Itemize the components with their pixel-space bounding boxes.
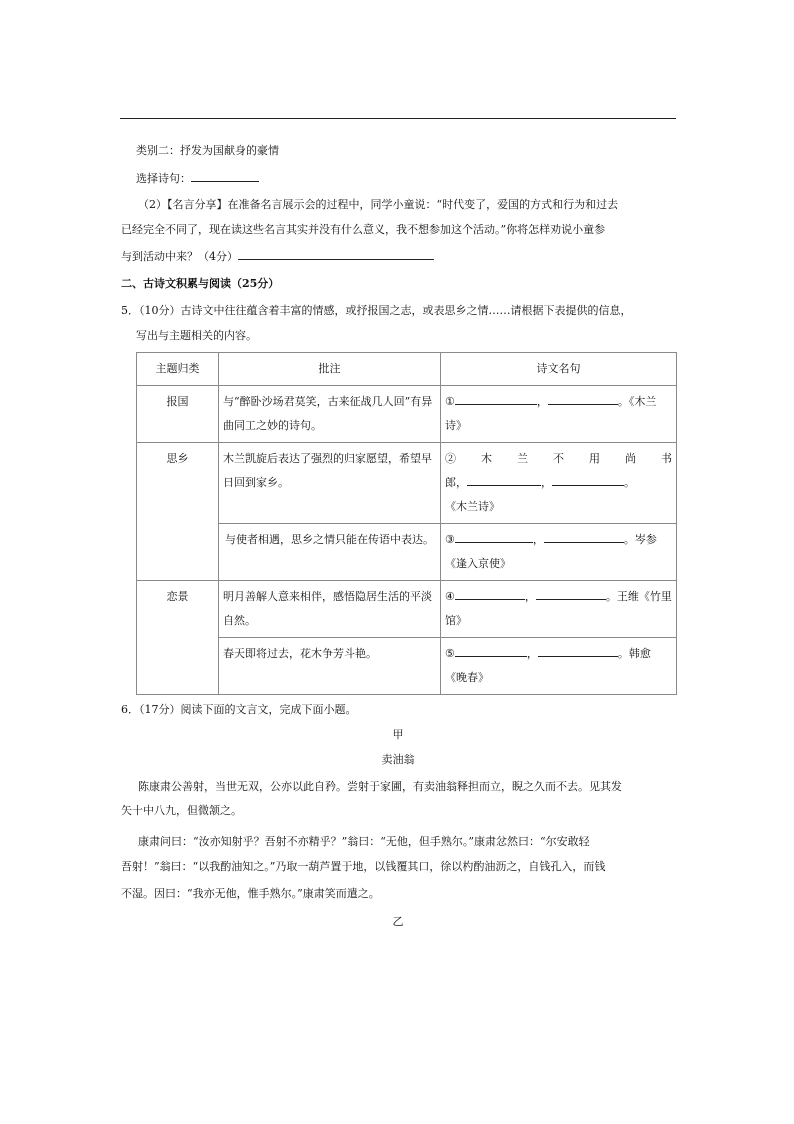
row1-answer: ① ， 。《木兰诗》: [441, 386, 677, 443]
q6-intro: 6．（17分）阅读下面的文言文，完成下面小题。: [121, 703, 357, 716]
q2-answer-blank[interactable]: [238, 247, 434, 260]
header-note: 批注: [219, 353, 441, 386]
row4-note: 明月善解人意来相伴，感悟隐居生活的平淡自然。: [219, 581, 441, 638]
table-row: [137, 386, 677, 443]
row5-note: 春天即将过去，花木争芳斗艳。: [219, 638, 441, 695]
row2-blank-b[interactable]: [552, 473, 624, 486]
row1-num: ①: [445, 395, 455, 408]
text-yi-label: 乙: [392, 915, 404, 928]
row2-num: ②: [445, 452, 467, 465]
text-jia-label: 甲: [392, 728, 404, 741]
category-two: 类别二：抒发为国献身的豪情: [136, 144, 279, 157]
row3-blank-a[interactable]: [455, 530, 533, 543]
table-row: [137, 443, 677, 524]
row4-num: ④: [445, 590, 455, 603]
row2-second-line: 郎， ， 。: [445, 471, 672, 495]
row1-blank-b[interactable]: [548, 392, 618, 405]
q2-line1: （2）【名言分享】在准备名言展示会的过程中，同学小童说：“时代变了，爱国的方式和行为和过去: [138, 198, 619, 211]
row2-note: 木兰凯旋后表达了强烈的归家愿望，希望早日回到家乡。: [219, 443, 441, 524]
row4-category: 恋景: [137, 581, 219, 695]
q5-line1: 5．（10分）古诗文中往往蕴含着丰富的情感，或抒报国之志，或表思乡之情……请根据下表提供的信息，: [121, 304, 632, 317]
row1-source: 。《木兰诗》: [445, 395, 657, 432]
row4-source: 。王维《竹里馆》: [445, 590, 672, 627]
section-two-heading: 二、古诗文积累与阅读（25分）: [121, 277, 280, 290]
row1-category: 报国: [137, 386, 219, 443]
q2-line2: 已经完全不同了，现在读这些名言其实并没有什么意义，我不想参加这个活动。”你将怎样劝说小童参: [121, 223, 606, 236]
poem-table: [136, 352, 677, 695]
row2-category: 思乡: [137, 443, 219, 581]
text-title: 卖油翁: [381, 753, 415, 766]
row5-num: ⑤: [445, 647, 455, 660]
row4-blank-b[interactable]: [536, 587, 606, 600]
row4-blank-a[interactable]: [455, 587, 525, 600]
q2-line3-text: 与到活动中来？（4分）: [121, 250, 238, 263]
row3-source: 。岑参《逢入京使》: [445, 533, 657, 570]
row5-blank-a[interactable]: [455, 644, 527, 657]
row2-source: 《木兰诗》: [445, 500, 500, 513]
row5-source: 。韩愈《晚春》: [445, 647, 651, 684]
row5-answer: ⑤ ， 。韩愈《晚春》: [441, 638, 677, 695]
row2-blank-a[interactable]: [467, 473, 541, 486]
p2-line1: 康肃问曰：“汝亦知射乎？吾射不亦精乎？”翁曰：“无他，但手熟尔。”康肃忿然曰：“尔安敢轻: [138, 835, 590, 848]
row5-blank-b[interactable]: [538, 644, 618, 657]
choose-label: 选择诗句：: [136, 172, 191, 185]
p1-line2: 矢十中八九，但微颔之。: [121, 804, 242, 817]
row3-note: 与使者相遇，思乡之情只能在传语中表达。: [219, 524, 441, 581]
row2-answer: [441, 443, 677, 524]
q5-line2: 写出与主题相关的内容。: [136, 329, 257, 342]
p1-line1: 陈康肃公善射，当世无双，公亦以此自矜。尝射于家圃，有卖油翁释担而立，睨之久而不去。见其发: [138, 780, 622, 793]
p2-line3: 不湿。因曰：“我亦无他，惟手熟尔。”康肃笑而遣之。: [121, 887, 380, 900]
p2-line2: 吾射！”翁曰：“以我酌油知之。”乃取一葫芦置于地，以钱覆其口，徐以杓酌油沥之，自钱孔入，而钱: [121, 860, 606, 873]
row3-num: ③: [445, 533, 455, 546]
row1-note: 与“醉卧沙场君莫笑，古来征战几人回”有异曲同工之妙的诗句。: [219, 386, 441, 443]
header-lines: 诗文名句: [441, 353, 677, 386]
row3-answer: ③ ， 。岑参《逢入京使》: [441, 524, 677, 581]
choose-blank[interactable]: [191, 169, 259, 182]
row2-first-line: ② 木 兰 不 用 尚 书: [445, 452, 673, 465]
row1-blank-a[interactable]: [455, 392, 537, 405]
table-row: [137, 581, 677, 638]
row3-blank-b[interactable]: [544, 530, 624, 543]
choose-line: [136, 169, 692, 187]
header-category: 主题归类: [137, 353, 219, 386]
table-header-row: [137, 353, 677, 386]
row4-answer: ④ ， 。王维《竹里馆》: [441, 581, 677, 638]
q2-line3: [121, 247, 677, 265]
header-rule: [120, 118, 676, 119]
